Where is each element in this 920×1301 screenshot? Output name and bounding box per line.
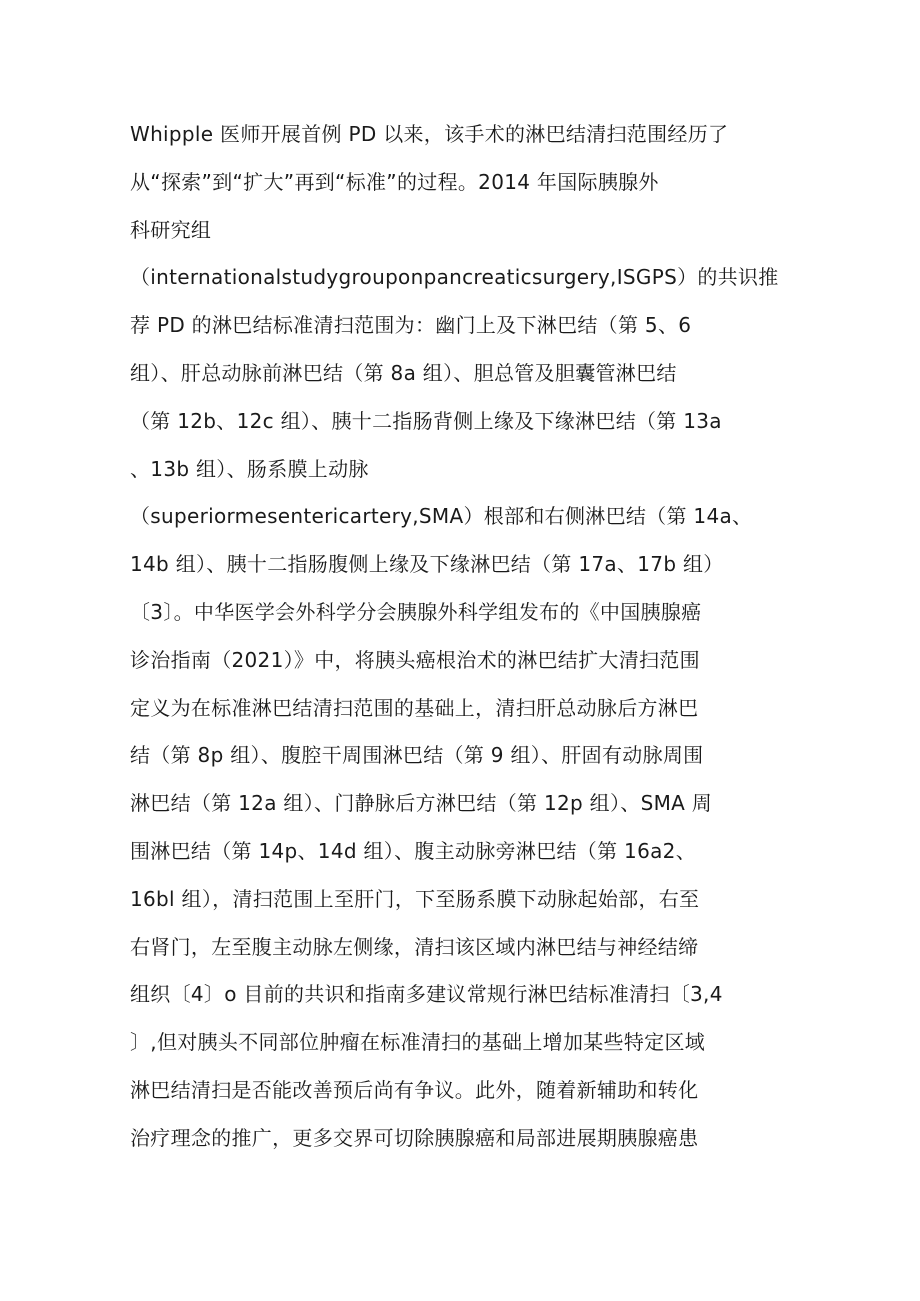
text-line: 围淋巴结（第 14p、14d 组）、腹主动脉旁淋巴结（第 16a2、 bbox=[130, 838, 696, 863]
text-line: 〔3〕。中华医学会外科学分会胰腺外科学组发布的《中国胰腺癌 bbox=[130, 599, 702, 624]
text-line: （第 12b、12c 组）、胰十二指肠背侧上缘及下缘淋巴结（第 13a bbox=[130, 408, 722, 433]
text-line: 定义为在标准淋巴结清扫范围的基础上，清扫肝总动脉后方淋巴 bbox=[130, 695, 699, 720]
text-line: 组）、肝总动脉前淋巴结（第 8a 组）、胆总管及胆囊管淋巴结 bbox=[130, 360, 677, 385]
text-line: 科研究组 bbox=[130, 217, 212, 242]
text-line: 14b 组）、胰十二指肠腹侧上缘及下缘淋巴结（第 17a、17b 组） bbox=[130, 552, 724, 577]
text-line: 淋巴结（第 12a 组）、门静脉后方淋巴结（第 12p 组）、SMA 周 bbox=[130, 791, 713, 816]
text-line: 结（第 8p 组）、腹腔干周围淋巴结（第 9 组）、肝固有动脉周围 bbox=[130, 743, 704, 768]
text-line: 诊治指南（2021）》中，将胰头癌根治术的淋巴结扩大清扫范围 bbox=[130, 647, 700, 672]
text-line: 16bl 组），清扫范围上至肝门，下至肠系膜下动脉起始部，右至 bbox=[130, 886, 700, 911]
text-line: 从“探索”到“扩大”再到“标准”的过程。2014 年国际胰腺外 bbox=[130, 169, 659, 194]
text-line: （superiormesentericartery,SMA）根部和右侧淋巴结（第 14a、 bbox=[130, 504, 753, 529]
text-line: Whipple 医师开展首例 PD 以来，该手术的淋巴结清扫范围经历了 bbox=[130, 122, 729, 146]
text-line: 治疗理念的推广，更多交界可切除胰腺癌和局部进展期胰腺癌患 bbox=[130, 1125, 699, 1150]
text-line: 〕,但对胰头不同部位肿瘤在标准清扫的基础上增加某些特定区域 bbox=[130, 1030, 706, 1055]
text-line: 右肾门，左至腹主动脉左侧缘，清扫该区域内淋巴结与神经结缔 bbox=[130, 934, 699, 959]
text-line: 荐 PD 的淋巴结标准清扫范围为：幽门上及下淋巴结（第 5、6 bbox=[130, 313, 692, 338]
text-line: 组织〔4〕o 目前的共识和指南多建议常规行淋巴结标准清扫〔3,4 bbox=[130, 982, 723, 1007]
body-text bbox=[130, 111, 810, 1163]
text-line: 、13b 组）、肠系膜上动脉 bbox=[130, 456, 369, 481]
text-line: 淋巴结清扫是否能改善预后尚有争议。此外，随着新辅助和转化 bbox=[130, 1077, 699, 1102]
text-line: （internationalstudygrouponpancreaticsurgery,ISGPS）的共识推 bbox=[130, 265, 779, 290]
